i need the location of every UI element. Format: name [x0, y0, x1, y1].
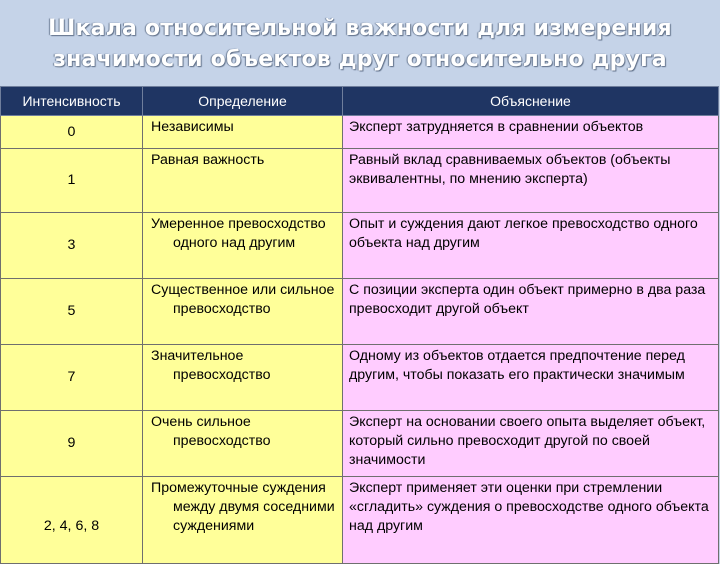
intensity-cell: 5	[1, 279, 143, 345]
intensity-cell: 7	[1, 345, 143, 411]
table-row	[1, 345, 719, 411]
intensity-cell: 3	[1, 213, 143, 279]
explanation-cell: Эксперт применяет эти оценки при стремлении «сгладить» суждения о превосходстве одного объекта над другим	[343, 477, 719, 564]
header-explanation: Объяснение	[343, 87, 719, 116]
definition-cell	[143, 411, 343, 477]
definition-cell	[143, 345, 343, 411]
definition-text: Равная важность	[151, 152, 265, 168]
definition-cell	[143, 149, 343, 213]
header-intensity: Интенсивность	[1, 87, 143, 116]
definition-cell	[143, 213, 343, 279]
table-row	[1, 477, 719, 564]
slide-title-line-1: Шкала относительной важности для измерения	[48, 16, 672, 41]
explanation-cell: Равный вклад сравниваемых объектов (объекты эквивалентны, по мнению эксперта)	[343, 149, 719, 213]
explanation-cell: Эксперт на основании своего опыта выделяет объект, который сильно превосходит другой по своей значимости	[343, 411, 719, 477]
table-header-row	[1, 87, 719, 116]
slide-title-line-2: значимости объектов друг относительно друга	[53, 47, 667, 72]
definition-text: Очень сильное превосходство	[151, 414, 271, 449]
explanation-cell: Одному из объектов отдается предпочтение перед другим, чтобы показать его практически значимым	[343, 345, 719, 411]
table-row	[1, 213, 719, 279]
explanation-cell: С позиции эксперта один объект примерно в два раза превосходит другой объект	[343, 279, 719, 345]
table-row	[1, 279, 719, 345]
table-row	[1, 149, 719, 213]
importance-scale-table	[0, 86, 719, 564]
intensity-cell: 1	[1, 149, 143, 213]
definition-text: Промежуточные суждения между двумя соседними суждениями	[151, 480, 335, 534]
definition-text: Существенное или сильное превосходство	[151, 282, 335, 317]
definition-text: Независимы	[151, 119, 234, 135]
intensity-cell: 2, 4, 6, 8	[1, 477, 143, 564]
explanation-cell: Опыт и суждения дают легкое превосходство одного объекта над другим	[343, 213, 719, 279]
definition-cell	[143, 477, 343, 564]
explanation-cell: Эксперт затрудняется в сравнении объектов	[343, 116, 719, 149]
intensity-cell: 0	[1, 116, 143, 149]
header-definition: Определение	[143, 87, 343, 116]
slide-title	[0, 0, 720, 84]
table-row	[1, 411, 719, 477]
definition-cell	[143, 279, 343, 345]
definition-text: Значительное превосходство	[151, 348, 271, 383]
table-row	[1, 116, 719, 149]
definition-cell	[143, 116, 343, 149]
definition-text: Умеренное превосходство одного над другим	[151, 216, 326, 251]
intensity-cell: 9	[1, 411, 143, 477]
